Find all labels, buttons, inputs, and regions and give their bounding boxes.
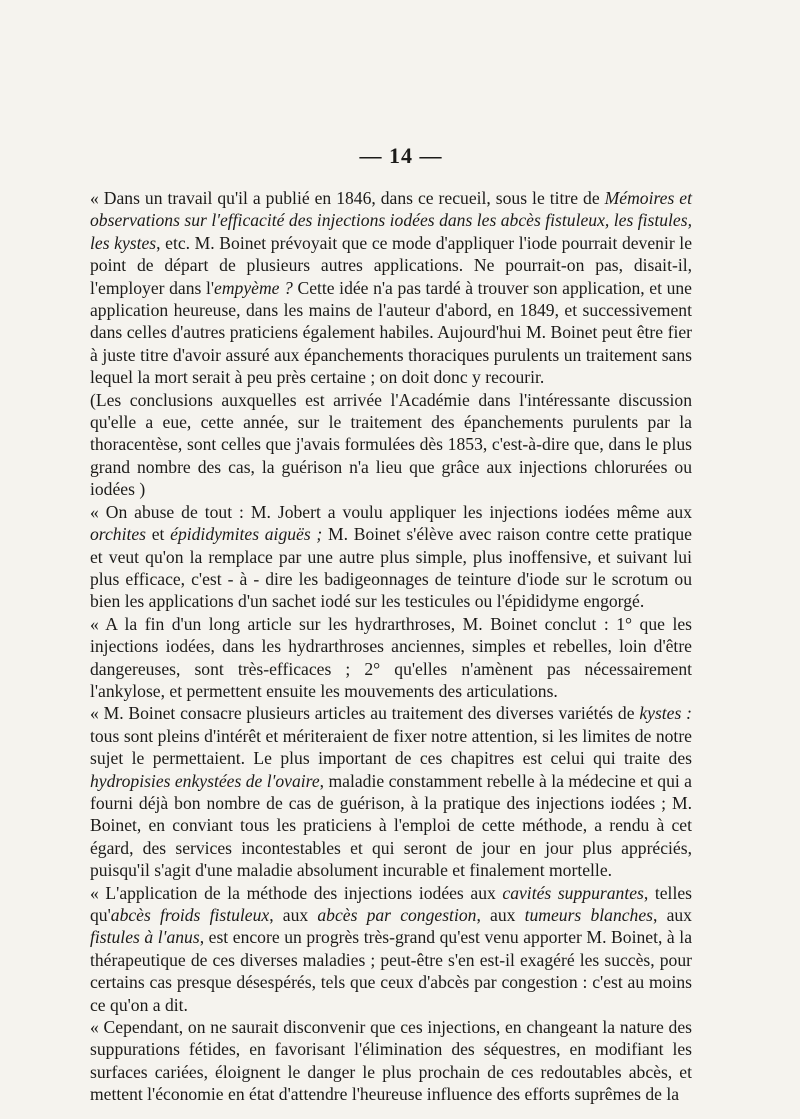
italic-text: kystes : bbox=[639, 703, 692, 724]
text-run: , maladie constamment rebelle à la médecine et qui a fourni déjà bon nombre de cas de guérison, à la pratique des injections iodées ; M. Boinet, en conviant tous les praticiens à l'emploi de cette méthode, a rendu à cet égard, des services incontestables et qui seront de jour en jour plus appréciés, puisqu'il s'agit d'une maladie absolument incurable et finalement mortelle. bbox=[90, 770, 692, 881]
text-run: , etc. M. Boinet prévoyait que ce mode d'appliquer l'iode pourrait devenir le point de départ de plusieurs autres applications. Ne pourrait-on pas, disait-il, l'employer dans l' bbox=[90, 232, 692, 298]
italic-text: hydropisies enkystées de l'ovaire bbox=[90, 770, 320, 791]
paragraph bbox=[90, 1016, 692, 1106]
text-run: et bbox=[146, 524, 171, 545]
italic-text: orchites bbox=[90, 524, 147, 545]
text-run: « Cependant, on ne saurait disconvenir que ces injections, en changeant la nature des suppurations fétides, en favorisant l'élimination des séquestres, en modifiant les surfaces cariées, éloignent le danger le plus prochain de ces redoutables abcès, et mettent l'économie en état d'attendre l'heureuse influence des efforts suprêmes de la bbox=[90, 1017, 692, 1105]
text-run: « On abuse de tout : M. Jobert a voulu appliquer les injections iodées même aux bbox=[90, 501, 692, 522]
italic-text: tumeurs blanches bbox=[524, 905, 653, 925]
text-run: « Dans un travail qu'il a publié en 1846, dans ce recueil, sous le titre de bbox=[90, 188, 605, 208]
text-run: , aux bbox=[653, 905, 692, 925]
page-number: — 14 — bbox=[359, 143, 443, 168]
italic-text: Mémoires et observations sur l'efficacité des injections iodées dans les abcès fistuleux, les fistules, les kystes bbox=[90, 188, 692, 253]
text-run: , est encore un progrès très-grand qu'est venu apporter M. Boinet, à la thérapeutique de ces diverses maladies ; peut-être s'en est-il exagéré les succès, pour certains cas presque désespérés, tels que ceux d'abcès par congestion : c'est au moins ce qu'on a dit. bbox=[90, 927, 692, 1015]
body-text bbox=[90, 187, 692, 1106]
paragraph bbox=[90, 389, 692, 501]
italic-text: empyème ? bbox=[214, 277, 293, 298]
paragraph bbox=[90, 702, 692, 881]
text-run: M. Boinet s'élève avec raison contre cette pratique et veut qu'on la remplace par une autre plus simple, plus inoffensive, et suivant lui plus efficace, c'est - à - dire les badigeonnages de teinture d'iode sur le scrotum ou bien les applications d'un sachet iodé sur les testicules ou l'épididyme engorgé. bbox=[90, 524, 692, 612]
text-run: , aux bbox=[476, 905, 525, 925]
text-run: « M. Boinet consacre plusieurs articles au traitement des diverses variétés de bbox=[90, 703, 640, 724]
paragraph bbox=[90, 187, 692, 389]
italic-text: abcès froids fistuleux bbox=[110, 905, 270, 925]
text-run: tous sont pleins d'intérêt et mériteraient de fixer notre attention, si les limites de notre sujet le permettaient. Le plus important de ces chapitres est celui qui traite des bbox=[90, 725, 692, 769]
paragraph bbox=[90, 613, 692, 703]
text-run: Cette idée n'a pas tardé à trouver son application, et une application heureuse, dans les mains de l'auteur d'abord, en 1849, et successivement dans celles d'autres praticiens également habiles. Aujourd'hui M. Boinet peut être fier à juste titre d'avoir assuré aux épanchements thoraciques purulents un traitement sans lequel la mort serait à peu près certaine ; on doit donc y recourir. bbox=[90, 277, 692, 388]
italic-text: abcès par congestion bbox=[317, 905, 477, 925]
text-run: « A la fin d'un long article sur les hydrarthroses, M. Boinet conclut : 1° que les injections iodées, dans les hydrarthroses anciennes, simples et rebelles, loin d'être dangereuses, sont très-efficaces ; 2° qu'elles n'amènent pas nécessairement l'ankylose, et permettent ensuite les mouvements des articulations. bbox=[90, 613, 692, 701]
paragraph bbox=[90, 501, 692, 613]
italic-text: épididymites aiguës ; bbox=[170, 524, 323, 545]
text-run: (Les conclusions auxquelles est arrivée l'Académie dans l'intéressante discussion qu'elle a eue, cette année, sur le traitement des épanchements purulents par la thoracentèse, sont celles que j'avais formulées dès 1853, c'est-à-dire que, dans le plus grand nombre des cas, la guérison n'a lieu que grâce aux injections chlorurées ou iodées ) bbox=[90, 389, 692, 500]
text-run: « L'application de la méthode des injections iodées aux bbox=[90, 882, 503, 903]
italic-text: fistules à l'anus bbox=[90, 927, 200, 948]
paragraph bbox=[90, 882, 692, 1016]
text-run: , aux bbox=[269, 905, 318, 925]
italic-text: cavités suppurantes bbox=[502, 882, 644, 903]
text-run: , telles qu' bbox=[90, 882, 692, 925]
